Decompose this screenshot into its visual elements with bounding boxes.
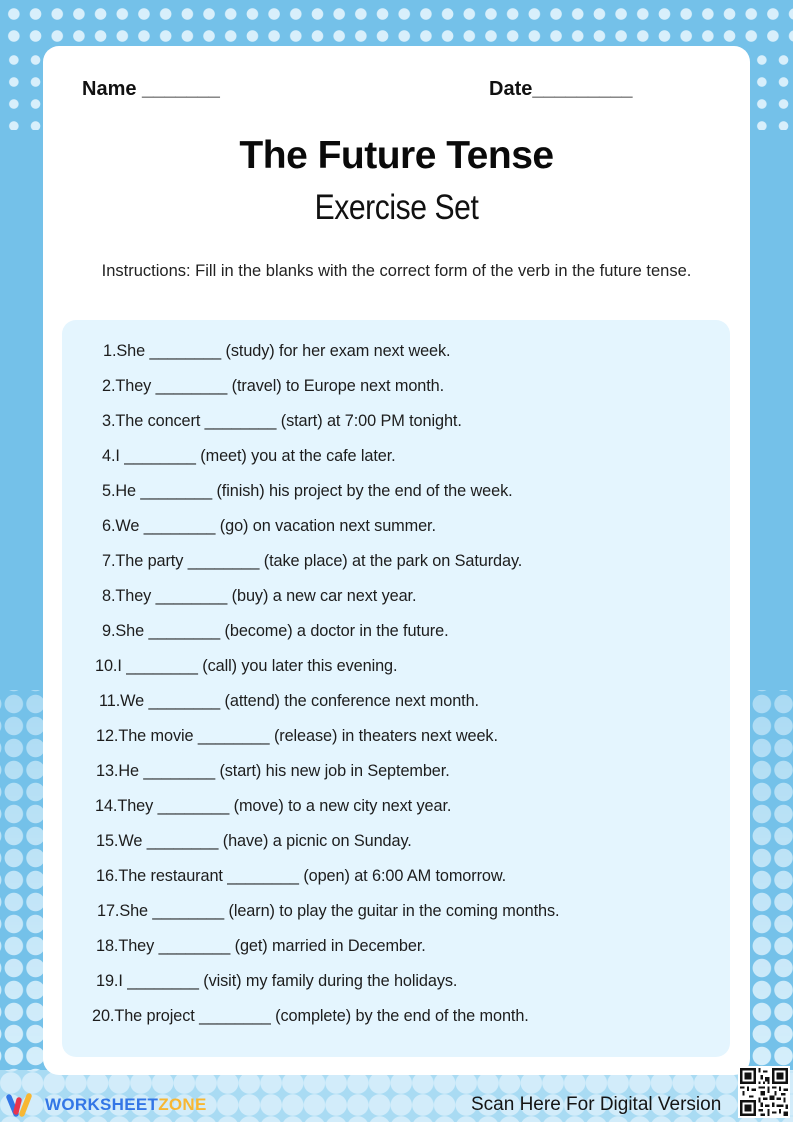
question-item	[96, 972, 457, 996]
question-text: They ________ (buy) a new car next year.	[115, 587, 417, 605]
decorative-dots-top	[0, 0, 793, 46]
question-number: 18.	[96, 937, 119, 955]
question-number: 3.	[102, 412, 116, 430]
question-item	[96, 762, 450, 786]
question-number: 10.	[95, 657, 118, 675]
question-number: 5.	[102, 482, 116, 500]
scan-for-digital-version-label: Scan Here For Digital Version	[471, 1094, 722, 1115]
question-number: 6.	[102, 517, 116, 535]
question-text: He ________ (finish) his project by the end of the week.	[115, 482, 513, 500]
question-text: We ________ (have) a picnic on Sunday.	[118, 832, 412, 850]
question-number: 2.	[102, 377, 116, 395]
question-item	[102, 482, 513, 506]
decorative-dots-left-top	[0, 46, 44, 130]
question-number: 4.	[102, 447, 116, 465]
question-item	[102, 377, 444, 401]
question-item	[102, 447, 396, 471]
worksheetzone-w-icon	[6, 1092, 40, 1118]
decorative-dots-right-top	[749, 46, 793, 130]
question-number: 17.	[97, 902, 120, 920]
question-text: She ________ (learn) to play the guitar in the coming months.	[119, 902, 560, 920]
question-text: She ________ (study) for her exam next week.	[116, 342, 451, 360]
question-number: 8.	[102, 587, 116, 605]
question-item	[95, 657, 397, 681]
logo-text-worksheet: WORKSHEET	[45, 1095, 159, 1114]
question-text: They ________ (move) to a new city next year.	[117, 797, 452, 815]
question-item	[103, 342, 450, 366]
question-item	[102, 517, 436, 541]
question-text: They ________ (travel) to Europe next month.	[115, 377, 445, 395]
question-text: The party ________ (take place) at the park on Saturday.	[115, 552, 523, 570]
question-number: 13.	[96, 762, 119, 780]
question-item	[102, 552, 522, 576]
instructions-text: Instructions: Fill in the blanks with the correct form of the verb in the future tense.	[101, 262, 692, 280]
question-text: I ________ (call) you later this evening.	[117, 657, 398, 675]
question-item	[96, 727, 498, 751]
question-item	[96, 832, 412, 856]
question-item	[99, 692, 479, 716]
worksheet-title: The Future Tense	[239, 134, 554, 177]
question-text: We ________ (go) on vacation next summer.	[115, 517, 436, 535]
question-number: 7.	[102, 552, 116, 570]
question-number: 16.	[96, 867, 119, 885]
question-text: We ________ (attend) the conference next month.	[120, 692, 479, 710]
question-text: I ________ (visit) my family during the holidays.	[118, 972, 458, 990]
question-text: He ________ (start) his new job in September.	[118, 762, 450, 780]
question-text: She ________ (become) a doctor in the future.	[115, 622, 449, 640]
question-number: 14.	[95, 797, 118, 815]
qr-code-icon[interactable]	[738, 1066, 790, 1118]
question-item	[102, 587, 416, 611]
name-field-label: Name _______	[82, 78, 220, 100]
question-text: The restaurant ________ (open) at 6:00 AM tomorrow.	[118, 867, 507, 885]
date-field-label: Date_________	[489, 78, 633, 100]
question-number: 9.	[102, 622, 116, 640]
question-number: 12.	[96, 727, 119, 745]
worksheet-subtitle: Exercise Set	[314, 188, 479, 227]
decorative-dots-left-bottom	[0, 690, 44, 1090]
question-number: 11.	[99, 692, 121, 710]
question-item	[96, 937, 426, 961]
question-number: 19.	[96, 972, 119, 990]
question-number: 20.	[92, 1007, 115, 1025]
logo-wordmark	[45, 1095, 207, 1115]
question-text: The movie ________ (release) in theaters next week.	[118, 727, 498, 745]
question-item	[102, 622, 449, 646]
question-number: 15.	[96, 832, 119, 850]
question-item	[96, 867, 506, 891]
worksheetzone-logo[interactable]	[6, 1091, 207, 1119]
qr-code-graphic	[740, 1068, 788, 1116]
decorative-dots-right-bottom	[749, 690, 793, 1090]
question-number: 1.	[103, 342, 117, 360]
question-item	[92, 1007, 529, 1031]
question-text: I ________ (meet) you at the cafe later.	[115, 447, 396, 465]
question-item	[102, 412, 462, 436]
logo-text-zone: ZONE	[158, 1095, 207, 1114]
question-item	[95, 797, 451, 821]
question-text: The project ________ (complete) by the end of the month.	[114, 1007, 529, 1025]
question-item	[97, 902, 559, 926]
question-text: They ________ (get) married in December.	[118, 937, 426, 955]
question-text: The concert ________ (start) at 7:00 PM tonight.	[115, 412, 462, 430]
